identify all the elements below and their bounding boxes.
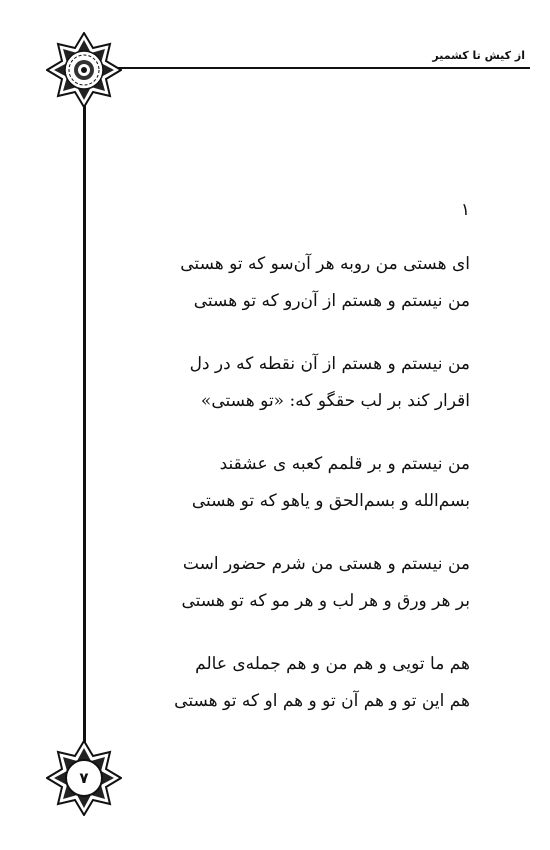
verse-line: ای هستی من روبه هر آن‌سو که تو هستی xyxy=(180,254,470,274)
verse-line: من نیستم و هستی من شرم حضور است xyxy=(182,554,470,574)
verse-line: من نیستم و بر قلمم کعبه ی عشقند xyxy=(219,454,470,474)
running-header-title: از کیش تا کشمیر xyxy=(432,49,525,62)
verse-line: هم این تو و هم آن تو و هم او که تو هستی xyxy=(174,691,470,711)
header-rule xyxy=(110,67,530,69)
verse-line: بر هر ورق و هر لب و هر مو که تو هستی xyxy=(181,591,470,611)
page-number: ۷ xyxy=(79,769,89,787)
stanza xyxy=(90,446,470,520)
verse-line: اقرار کند بر لب حقگو که: «تو هستی» xyxy=(200,391,470,411)
top-ornament-icon xyxy=(46,32,122,108)
verse-line: من نیستم و هستم از آن نقطه که در دل xyxy=(189,354,470,374)
stanza xyxy=(90,346,470,420)
verse-line: بسم‌الله و بسم‌الحق و یاهو که تو هستی xyxy=(191,491,470,511)
stanza xyxy=(90,246,470,320)
verse-line: هم ما تویی و هم من و هم جمله‌ی عالم xyxy=(195,654,470,674)
verse-line: من نیستم و هستم از آن‌رو که تو هستی xyxy=(193,291,470,311)
page-border-vertical xyxy=(83,82,86,772)
stanza xyxy=(90,646,470,720)
poem-number: ۱ xyxy=(460,200,470,220)
poem xyxy=(90,200,470,746)
stanza xyxy=(90,546,470,620)
